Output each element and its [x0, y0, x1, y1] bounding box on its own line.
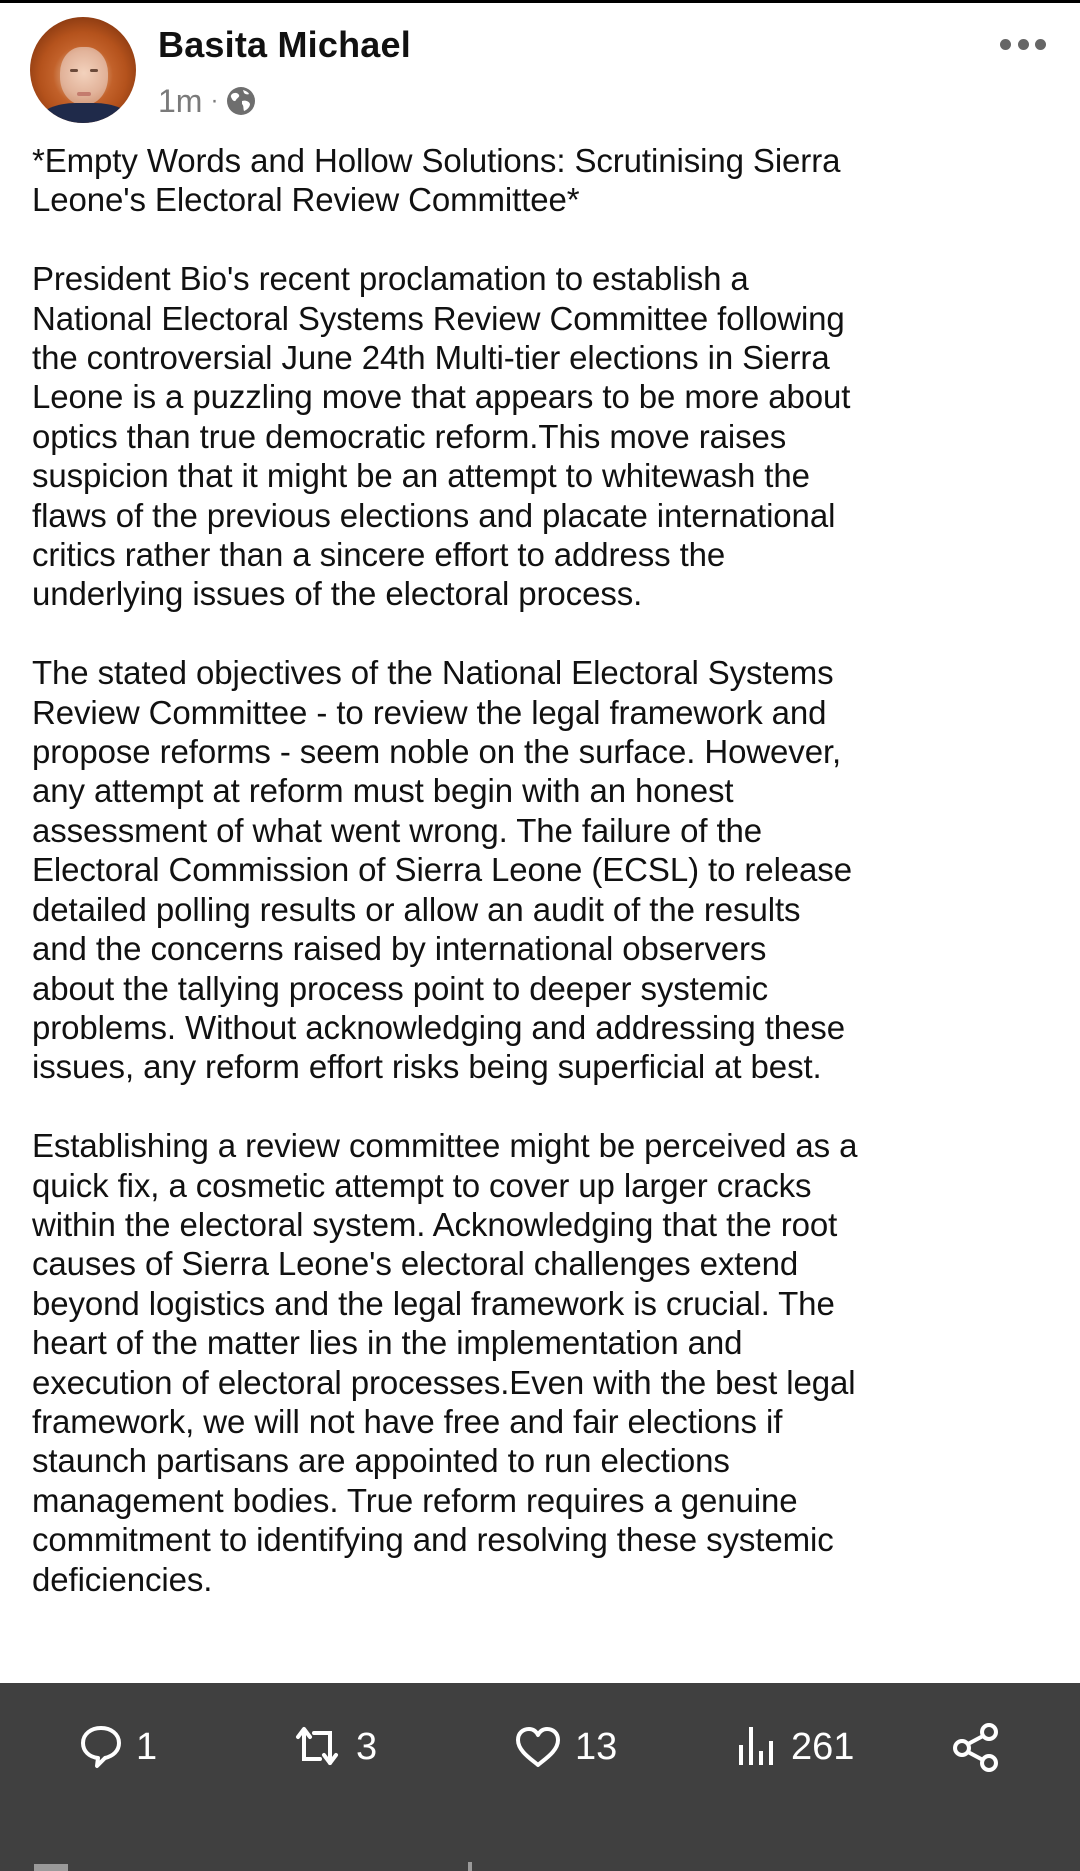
timestamp[interactable]: 1m: [158, 82, 203, 119]
post-paragraph: President Bio's recent proclamation to establish a National Electoral Systems Review Committee following the controversial June 24th Multi-tier elections in Sierra Leone is a puzzling move that appears to be more about optics than true democratic reform.This move raises suspicion that it might be an attempt to whitewash the flaws of the previous elections and placate international critics rather than a sincere effort to address the underlying issues of the electoral process.: [32, 260, 851, 613]
like-button[interactable]: [513, 1720, 617, 1774]
views-button[interactable]: [735, 1720, 854, 1774]
repost-icon: [290, 1723, 344, 1771]
avatar-face: [60, 47, 108, 105]
post-body: [32, 141, 1062, 1638]
views-count: 261: [791, 1725, 855, 1768]
next-content-peek-bar: [468, 1862, 472, 1871]
post-title: *Empty Words and Hollow Solutions: Scrutinising Sierra Leone's Electoral Review Committee*: [32, 142, 841, 219]
heart-icon: [513, 1724, 563, 1770]
post-header: [0, 0, 1080, 120]
action-bar-overlay: [0, 1683, 1080, 1871]
reply-count: 1: [136, 1725, 158, 1768]
more-dot: [1018, 39, 1029, 50]
comment-icon: [78, 1723, 124, 1771]
share-button[interactable]: [950, 1720, 1002, 1774]
reply-button[interactable]: [78, 1720, 157, 1774]
more-dot: [1035, 39, 1046, 50]
repost-count: 3: [356, 1725, 378, 1768]
avatar-eye: [90, 69, 98, 72]
action-bar: [0, 1720, 1080, 1774]
post-paragraph: The stated objectives of the National Electoral Systems Review Committee - to review the legal framework and propose reforms - seem noble on the surface. However, any attempt at reform must begin with an honest assessment of what went wrong. The failure of the Electoral Commission of Sierra Leone (ECSL) to release detailed polling results or allow an audit of the results and the concerns raised by international observers about the tallying process point to deeper systemic problems. Without acknowledging and addressing these issues, any reform effort risks being superficial at best.: [32, 654, 852, 1086]
next-content-peek: [34, 1864, 68, 1871]
like-count: 13: [575, 1725, 618, 1768]
more-options-button[interactable]: [1000, 33, 1046, 55]
repost-button[interactable]: [290, 1720, 377, 1774]
share-icon: [950, 1721, 1002, 1773]
avatar-shirt: [40, 103, 130, 123]
avatar[interactable]: [30, 17, 136, 123]
post-meta: [158, 83, 256, 119]
post-paragraph: Establishing a review committee might be perceived as a quick fix, a cosmetic attempt to cover up larger cracks within the electoral system. Acknowledging that the root causes of Sierra Leone's electoral challenges extend beyond logistics and the legal framework is crucial. The heart of the matter lies in the implementation and execution of electoral processes.Even with the best legal framework, we will not have free and fair elections if staunch partisans are appointed to run elections management bodies. True reform requires a genuine commitment to identifying and resolving these systemic deficiencies.: [32, 1127, 858, 1598]
avatar-mouth: [77, 92, 91, 96]
meta-separator: ·: [210, 87, 219, 114]
globe-icon: [226, 86, 256, 116]
avatar-eye: [70, 69, 78, 72]
bar-chart-icon: [735, 1723, 779, 1771]
author-name[interactable]: Basita Michael: [158, 24, 411, 65]
more-dot: [1000, 39, 1011, 50]
